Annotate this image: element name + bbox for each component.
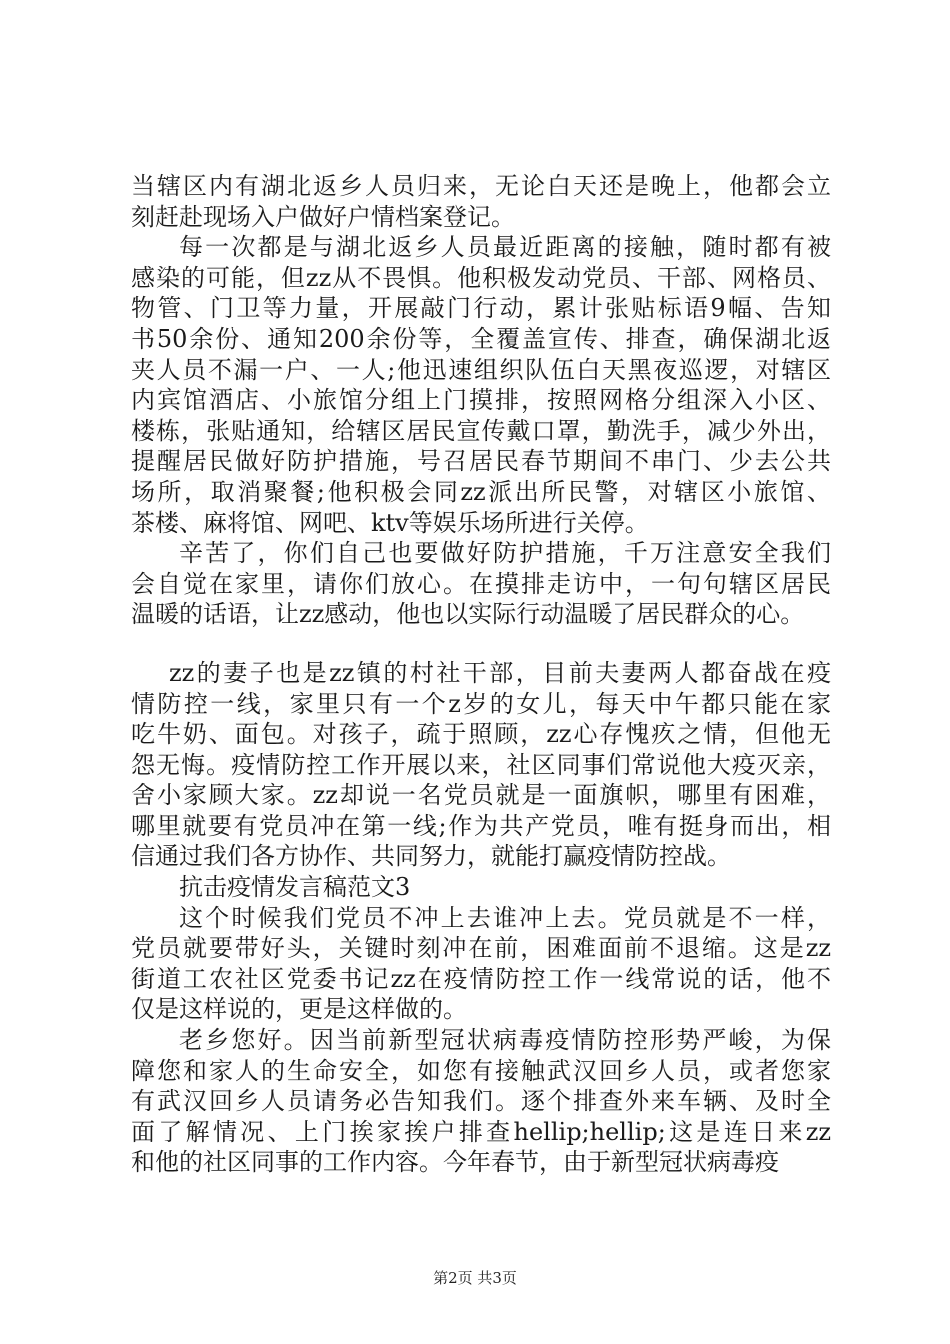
text-line: 每一次都是与湖北返乡人员最近距离的接触，随时都有被 bbox=[179, 233, 831, 262]
paragraph-gap bbox=[131, 630, 831, 658]
paragraph bbox=[131, 872, 831, 903]
paragraph bbox=[131, 1025, 831, 1178]
paragraph bbox=[131, 171, 831, 232]
text-line: 和他的社区同事的工作内容。今年春节，由于新型冠状病毒疫 bbox=[131, 1148, 779, 1177]
text-line: 感染的可能，但zz从不畏惧。他积极发动党员、干部、网格员、 bbox=[131, 263, 831, 292]
text-line: 内宾馆酒店、小旅馆分组上门摸排，按照网格分组深入小区、 bbox=[131, 386, 831, 415]
body-text bbox=[131, 171, 831, 1178]
text-line: 提醒居民做好防护措施，号召居民春节期间不串门、少去公共 bbox=[131, 447, 831, 476]
text-line: 障您和家人的生命安全，如您有接触武汉回乡人员，或者您家 bbox=[131, 1056, 831, 1085]
paragraph bbox=[131, 658, 831, 872]
text-line: 仅是这样说的，更是这样做的。 bbox=[131, 995, 467, 1024]
text-line: 党员就要带好头，关键时刻冲在前，困难面前不退缩。这是zz bbox=[131, 934, 831, 963]
paragraph bbox=[131, 232, 831, 538]
text-line: 情防控一线，家里只有一个z岁的女儿，每天中午都只能在家 bbox=[131, 689, 831, 718]
text-line: 街道工农社区党委书记zz在疫情防控工作一线常说的话，他不 bbox=[131, 964, 831, 993]
text-line: 怨无悔。疫情防控工作开展以来，社区同事们常说他大疫灭亲， bbox=[131, 750, 831, 779]
text-line: 哪里就要有党员冲在第一线;作为共产党员，唯有挺身而出，相 bbox=[131, 811, 831, 840]
text-line: 物管、门卫等力量，开展敲门行动，累计张贴标语9幅、告知 bbox=[131, 294, 831, 323]
text-line: 茶楼、麻将馆、网吧、ktv等娱乐场所进行关停。 bbox=[131, 508, 649, 537]
text-line: 楼栋，张贴通知，给辖区居民宣传戴口罩，勤洗手，减少外出， bbox=[131, 416, 831, 445]
text-line: 老乡您好。因当前新型冠状病毒疫情防控形势严峻，为保 bbox=[179, 1026, 831, 1055]
page-footer: 第2页 共3页 bbox=[433, 1269, 517, 1287]
text-line: 吃牛奶、面包。对孩子，疏于照顾，zz心存愧疚之情，但他无 bbox=[131, 720, 831, 749]
text-line: 夹人员不漏一户、一人;他迅速组织队伍白天黑夜巡逻，对辖区 bbox=[131, 355, 831, 384]
text-line: 会自觉在家里，请你们放心。在摸排走访中，一句句辖区居民 bbox=[131, 569, 831, 598]
text-line: 这个时候我们党员不冲上去谁冲上去。党员就是不一样， bbox=[179, 903, 831, 932]
text-line: 温暖的话语，让zz感动，他也以实际行动温暖了居民群众的心。 bbox=[131, 600, 805, 629]
text-line: 书50余份、通知200余份等，全覆盖宣传、排查，确保湖北返 bbox=[131, 324, 831, 353]
text-line: zz的妻子也是zz镇的村社干部，目前夫妻两人都奋战在疫 bbox=[169, 658, 831, 687]
text-line: 信通过我们各方协作、共同努力，就能打赢疫情防控战。 bbox=[131, 842, 731, 871]
text-line: 当辖区内有湖北返乡人员归来，无论白天还是晚上，他都会立 bbox=[131, 172, 831, 200]
text-line: 场所，取消聚餐;他积极会同zz派出所民警，对辖区小旅馆、 bbox=[131, 477, 831, 506]
text-line: 辛苦了，你们自己也要做好防护措施，千万注意安全我们 bbox=[179, 539, 831, 568]
text-line: 刻赶赴现场入户做好户情档案登记。 bbox=[131, 202, 515, 231]
text-line: 面了解情况、上门挨家挨户排查hellip;hellip;这是连日来zz bbox=[131, 1117, 831, 1146]
paragraph bbox=[131, 538, 831, 630]
paragraph bbox=[131, 903, 831, 1025]
text-line: 舍小家顾大家。zz却说一名党员就是一面旗帜，哪里有困难， bbox=[131, 781, 831, 810]
text-line: 有武汉回乡人员请务必告知我们。逐个排查外来车辆、及时全 bbox=[131, 1087, 831, 1116]
text-line: 抗击疫情发言稿范文3 bbox=[179, 873, 411, 902]
